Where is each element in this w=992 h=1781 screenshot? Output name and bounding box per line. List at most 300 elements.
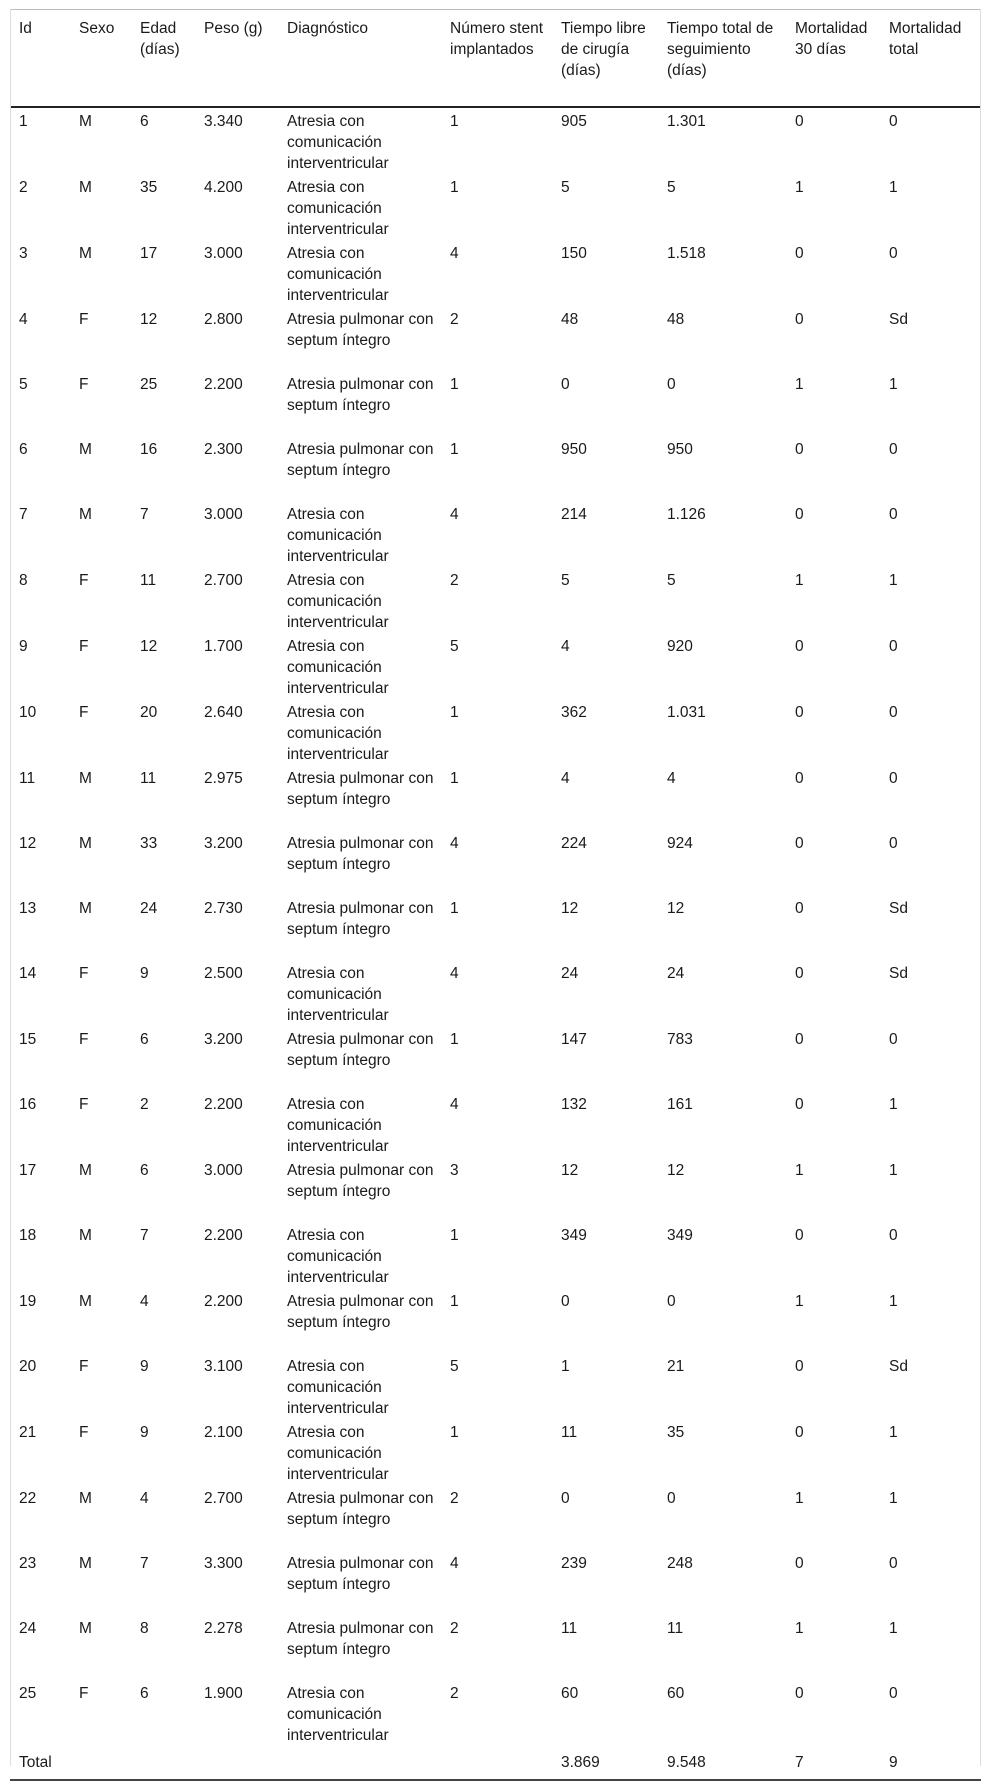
cell-mortalidad-30: 0 bbox=[795, 112, 804, 130]
cell-sexo: F bbox=[79, 375, 89, 393]
cell-edad: 9 bbox=[140, 1423, 149, 1441]
cell-id: 10 bbox=[19, 703, 37, 721]
cell-edad: 6 bbox=[140, 1684, 149, 1702]
cell-sexo: M bbox=[79, 505, 92, 523]
cell-diagnostico: Atresia con comunicación interventricular bbox=[287, 1423, 389, 1483]
cell-tiempo-libre: 349 bbox=[561, 1226, 587, 1244]
cell-edad: 35 bbox=[140, 178, 158, 196]
cell-peso: 2.700 bbox=[204, 571, 243, 589]
cell-mortalidad-total: 1 bbox=[889, 1095, 898, 1113]
cell-edad: 33 bbox=[140, 834, 158, 852]
cell-mortalidad-total: Sd bbox=[889, 899, 908, 917]
cell-peso: 3.000 bbox=[204, 244, 243, 262]
cell-mortalidad-30: 1 bbox=[795, 1489, 804, 1507]
cell-tiempo-libre: 11 bbox=[561, 1423, 578, 1441]
cell-peso: 3.200 bbox=[204, 1030, 243, 1048]
cell-mortalidad-30: 0 bbox=[795, 244, 804, 262]
total-mortalidad-30: 7 bbox=[786, 1746, 880, 1780]
cell-tiempo-total: 920 bbox=[667, 637, 693, 655]
cell-diagnostico: Atresia pulmonar con septum íntegro bbox=[287, 310, 434, 349]
cell-mortalidad-30: 0 bbox=[795, 505, 804, 523]
cell-sexo: M bbox=[79, 1292, 92, 1310]
cell-numero-stent: 4 bbox=[450, 244, 459, 262]
cell-numero-stent: 1 bbox=[450, 769, 459, 787]
cell-mortalidad-total: 1 bbox=[889, 1619, 898, 1637]
cell-tiempo-total: 12 bbox=[667, 899, 685, 917]
cell-sexo: M bbox=[79, 178, 92, 196]
cell-mortalidad-30: 0 bbox=[795, 899, 804, 917]
table-row bbox=[10, 107, 981, 174]
cell-tiempo-total: 924 bbox=[667, 834, 693, 852]
total-cell bbox=[131, 1746, 195, 1780]
cell-peso: 3.300 bbox=[204, 1554, 243, 1572]
cell-mortalidad-total: 0 bbox=[889, 769, 898, 787]
header-id: Id bbox=[10, 10, 70, 107]
table-row bbox=[10, 240, 981, 306]
cell-sexo: F bbox=[79, 637, 89, 655]
cell-sexo: M bbox=[79, 1554, 92, 1572]
cell-diagnostico: Atresia pulmonar con septum íntegro bbox=[287, 769, 434, 808]
cell-tiempo-libre: 362 bbox=[561, 703, 587, 721]
cell-edad: 2 bbox=[140, 1095, 149, 1113]
cell-peso: 1.700 bbox=[204, 637, 243, 655]
table-row bbox=[10, 1288, 981, 1353]
cell-id: 12 bbox=[19, 834, 37, 852]
cell-numero-stent: 5 bbox=[450, 1357, 459, 1375]
cell-id: 6 bbox=[19, 440, 28, 458]
table-row bbox=[10, 1485, 981, 1550]
header-edad: Edad (días) bbox=[131, 10, 195, 107]
cell-diagnostico: Atresia pulmonar con septum íntegro bbox=[287, 1161, 434, 1200]
cell-mortalidad-total: 0 bbox=[889, 703, 898, 721]
cell-tiempo-libre: 24 bbox=[561, 964, 579, 982]
cell-tiempo-libre: 950 bbox=[561, 440, 587, 458]
cell-mortalidad-30: 0 bbox=[795, 1554, 804, 1572]
cell-mortalidad-total: 1 bbox=[889, 1489, 898, 1507]
cell-numero-stent: 2 bbox=[450, 310, 459, 328]
cell-edad: 7 bbox=[140, 505, 149, 523]
cell-id: 20 bbox=[19, 1357, 37, 1375]
cell-tiempo-libre: 12 bbox=[561, 1161, 579, 1179]
cell-diagnostico: Atresia con comunicación interventricular bbox=[287, 178, 389, 238]
cell-mortalidad-total: 0 bbox=[889, 1554, 898, 1572]
cell-edad: 6 bbox=[140, 1030, 149, 1048]
cell-tiempo-total: 783 bbox=[667, 1030, 693, 1048]
cell-sexo: F bbox=[79, 571, 89, 589]
cell-edad: 11 bbox=[140, 571, 157, 589]
total-cell bbox=[278, 1746, 441, 1780]
cell-id: 14 bbox=[19, 964, 37, 982]
cell-tiempo-libre: 0 bbox=[561, 1489, 570, 1507]
cell-mortalidad-total: Sd bbox=[889, 964, 908, 982]
cell-numero-stent: 4 bbox=[450, 834, 459, 852]
cell-mortalidad-30: 0 bbox=[795, 310, 804, 328]
total-label: Total bbox=[10, 1746, 70, 1780]
cell-mortalidad-total: 0 bbox=[889, 112, 898, 130]
cell-numero-stent: 1 bbox=[450, 703, 459, 721]
cell-edad: 7 bbox=[140, 1226, 149, 1244]
cell-mortalidad-30: 0 bbox=[795, 1226, 804, 1244]
header-peso: Peso (g) bbox=[195, 10, 278, 107]
cell-sexo: M bbox=[79, 244, 92, 262]
cell-mortalidad-total: 1 bbox=[889, 178, 898, 196]
cell-numero-stent: 4 bbox=[450, 1095, 459, 1113]
cell-tiempo-libre: 150 bbox=[561, 244, 587, 262]
cell-edad: 25 bbox=[140, 375, 158, 393]
cell-sexo: F bbox=[79, 1030, 89, 1048]
cell-tiempo-libre: 0 bbox=[561, 1292, 570, 1310]
table-row bbox=[10, 960, 981, 1026]
cell-sexo: M bbox=[79, 1489, 92, 1507]
table-row bbox=[10, 1157, 981, 1222]
cell-mortalidad-total: 1 bbox=[889, 1423, 898, 1441]
total-row bbox=[10, 1746, 981, 1780]
cell-tiempo-total: 950 bbox=[667, 440, 693, 458]
cell-mortalidad-30: 0 bbox=[795, 964, 804, 982]
cell-tiempo-total: 161 bbox=[667, 1095, 693, 1113]
cell-id: 7 bbox=[19, 505, 28, 523]
cell-tiempo-total: 21 bbox=[667, 1357, 685, 1375]
table-row bbox=[10, 1353, 981, 1419]
cell-mortalidad-total: 1 bbox=[889, 1292, 898, 1310]
cell-peso: 2.300 bbox=[204, 440, 243, 458]
cell-peso: 2.200 bbox=[204, 1292, 243, 1310]
table-row bbox=[10, 306, 981, 371]
cell-edad: 16 bbox=[140, 440, 158, 458]
cell-peso: 1.900 bbox=[204, 1684, 243, 1702]
cell-sexo: F bbox=[79, 1357, 89, 1375]
cell-diagnostico: Atresia pulmonar con septum íntegro bbox=[287, 375, 434, 414]
cell-sexo: F bbox=[79, 1095, 89, 1113]
cell-id: 3 bbox=[19, 244, 28, 262]
cell-tiempo-libre: 5 bbox=[561, 178, 570, 196]
total-cell bbox=[70, 1746, 131, 1780]
cell-mortalidad-30: 0 bbox=[795, 1095, 804, 1113]
cell-mortalidad-30: 0 bbox=[795, 440, 804, 458]
cell-tiempo-total: 248 bbox=[667, 1554, 693, 1572]
cell-tiempo-total: 48 bbox=[667, 310, 685, 328]
cell-sexo: M bbox=[79, 1226, 92, 1244]
cell-diagnostico: Atresia pulmonar con septum íntegro bbox=[287, 1619, 434, 1658]
table-row bbox=[10, 436, 981, 501]
cell-diagnostico: Atresia pulmonar con septum íntegro bbox=[287, 834, 434, 873]
cell-diagnostico: Atresia con comunicación interventricular bbox=[287, 1226, 389, 1286]
cell-sexo: M bbox=[79, 1619, 92, 1637]
cell-tiempo-total: 4 bbox=[667, 769, 676, 787]
cell-diagnostico: Atresia pulmonar con septum íntegro bbox=[287, 440, 434, 479]
cell-mortalidad-total: 1 bbox=[889, 375, 898, 393]
cell-peso: 4.200 bbox=[204, 178, 243, 196]
cell-mortalidad-30: 1 bbox=[795, 375, 804, 393]
cell-mortalidad-30: 0 bbox=[795, 1423, 804, 1441]
cell-peso: 2.278 bbox=[204, 1619, 243, 1637]
table-row bbox=[10, 1680, 981, 1746]
header-mortalidad-30: Mortalidad 30 días bbox=[786, 10, 880, 107]
cell-id: 15 bbox=[19, 1030, 37, 1048]
cell-numero-stent: 1 bbox=[450, 178, 459, 196]
cell-edad: 12 bbox=[140, 310, 158, 328]
total-tiempo-total: 9.548 bbox=[658, 1746, 786, 1780]
cell-tiempo-libre: 239 bbox=[561, 1554, 587, 1572]
cell-numero-stent: 1 bbox=[450, 112, 459, 130]
table-row bbox=[10, 1419, 981, 1485]
cell-mortalidad-30: 0 bbox=[795, 769, 804, 787]
patient-table bbox=[10, 9, 981, 1781]
cell-sexo: F bbox=[79, 964, 89, 982]
cell-edad: 4 bbox=[140, 1489, 149, 1507]
cell-edad: 8 bbox=[140, 1619, 149, 1637]
header-diagnostico: Diagnóstico bbox=[278, 10, 441, 107]
cell-tiempo-total: 11 bbox=[667, 1619, 684, 1637]
cell-mortalidad-30: 0 bbox=[795, 1357, 804, 1375]
cell-id: 2 bbox=[19, 178, 28, 196]
cell-id: 24 bbox=[19, 1619, 37, 1637]
table-row bbox=[10, 174, 981, 240]
cell-edad: 7 bbox=[140, 1554, 149, 1572]
cell-numero-stent: 1 bbox=[450, 1030, 459, 1048]
cell-id: 13 bbox=[19, 899, 37, 917]
cell-mortalidad-30: 0 bbox=[795, 834, 804, 852]
cell-tiempo-total: 0 bbox=[667, 1292, 676, 1310]
cell-numero-stent: 1 bbox=[450, 440, 459, 458]
table-left-border bbox=[10, 9, 11, 1766]
cell-peso: 2.640 bbox=[204, 703, 243, 721]
cell-numero-stent: 4 bbox=[450, 1554, 459, 1572]
cell-tiempo-total: 1.301 bbox=[667, 112, 706, 130]
cell-sexo: M bbox=[79, 834, 92, 852]
table-row bbox=[10, 830, 981, 895]
cell-mortalidad-total: 1 bbox=[889, 571, 898, 589]
cell-peso: 2.200 bbox=[204, 1226, 243, 1244]
table-row bbox=[10, 895, 981, 960]
cell-peso: 2.500 bbox=[204, 964, 243, 982]
cell-mortalidad-total: 0 bbox=[889, 440, 898, 458]
cell-diagnostico: Atresia con comunicación interventricular bbox=[287, 244, 389, 304]
header-mortalidad-total: Mortalidad total bbox=[880, 10, 981, 107]
cell-edad: 6 bbox=[140, 112, 149, 130]
cell-tiempo-libre: 12 bbox=[561, 899, 579, 917]
cell-numero-stent: 4 bbox=[450, 964, 459, 982]
table-body bbox=[10, 107, 981, 1780]
cell-edad: 17 bbox=[140, 244, 158, 262]
cell-tiempo-total: 5 bbox=[667, 571, 676, 589]
cell-id: 23 bbox=[19, 1554, 37, 1572]
total-cell bbox=[441, 1746, 552, 1780]
cell-tiempo-total: 1.126 bbox=[667, 505, 706, 523]
cell-diagnostico: Atresia pulmonar con septum íntegro bbox=[287, 899, 434, 938]
header-tiempo-libre: Tiempo libre de cirugía (días) bbox=[552, 10, 658, 107]
cell-numero-stent: 2 bbox=[450, 1619, 459, 1637]
cell-tiempo-libre: 224 bbox=[561, 834, 587, 852]
cell-numero-stent: 1 bbox=[450, 1423, 459, 1441]
cell-mortalidad-30: 1 bbox=[795, 571, 804, 589]
cell-numero-stent: 2 bbox=[450, 571, 459, 589]
cell-id: 18 bbox=[19, 1226, 37, 1244]
cell-diagnostico: Atresia con comunicación interventricular bbox=[287, 571, 389, 631]
cell-tiempo-libre: 132 bbox=[561, 1095, 587, 1113]
table-row bbox=[10, 765, 981, 830]
cell-diagnostico: Atresia con comunicación interventricular bbox=[287, 703, 389, 763]
table-row bbox=[10, 1091, 981, 1157]
cell-tiempo-libre: 11 bbox=[561, 1619, 578, 1637]
table-right-border bbox=[980, 9, 981, 1766]
cell-mortalidad-total: Sd bbox=[889, 310, 908, 328]
cell-peso: 3.000 bbox=[204, 505, 243, 523]
header-tiempo-total: Tiempo total de seguimiento (días) bbox=[658, 10, 786, 107]
cell-edad: 9 bbox=[140, 1357, 149, 1375]
cell-numero-stent: 1 bbox=[450, 899, 459, 917]
cell-tiempo-libre: 1 bbox=[561, 1357, 570, 1375]
cell-id: 1 bbox=[19, 112, 28, 130]
table-row bbox=[10, 699, 981, 765]
cell-edad: 12 bbox=[140, 637, 158, 655]
cell-id: 5 bbox=[19, 375, 28, 393]
header-row bbox=[10, 10, 981, 107]
cell-diagnostico: Atresia pulmonar con septum íntegro bbox=[287, 1489, 434, 1528]
cell-peso: 2.730 bbox=[204, 899, 243, 917]
cell-edad: 20 bbox=[140, 703, 158, 721]
cell-mortalidad-30: 1 bbox=[795, 1161, 804, 1179]
cell-tiempo-total: 1.031 bbox=[667, 703, 706, 721]
cell-id: 8 bbox=[19, 571, 28, 589]
cell-tiempo-libre: 4 bbox=[561, 769, 570, 787]
cell-mortalidad-total: 0 bbox=[889, 1226, 898, 1244]
cell-sexo: M bbox=[79, 440, 92, 458]
cell-sexo: F bbox=[79, 703, 89, 721]
cell-edad: 6 bbox=[140, 1161, 149, 1179]
cell-peso: 2.100 bbox=[204, 1423, 243, 1441]
cell-peso: 2.200 bbox=[204, 1095, 243, 1113]
cell-id: 17 bbox=[19, 1161, 37, 1179]
cell-sexo: M bbox=[79, 769, 92, 787]
cell-edad: 24 bbox=[140, 899, 158, 917]
cell-peso: 2.800 bbox=[204, 310, 243, 328]
header-sexo: Sexo bbox=[70, 10, 131, 107]
cell-id: 9 bbox=[19, 637, 28, 655]
cell-mortalidad-30: 0 bbox=[795, 1030, 804, 1048]
cell-peso: 3.200 bbox=[204, 834, 243, 852]
cell-mortalidad-30: 0 bbox=[795, 703, 804, 721]
cell-id: 11 bbox=[19, 769, 36, 787]
cell-diagnostico: Atresia pulmonar con septum íntegro bbox=[287, 1292, 434, 1331]
cell-peso: 3.340 bbox=[204, 112, 243, 130]
cell-tiempo-total: 24 bbox=[667, 964, 685, 982]
cell-tiempo-libre: 0 bbox=[561, 375, 570, 393]
cell-id: 4 bbox=[19, 310, 28, 328]
cell-mortalidad-total: 0 bbox=[889, 637, 898, 655]
total-tiempo-libre: 3.869 bbox=[552, 1746, 658, 1780]
cell-tiempo-total: 1.518 bbox=[667, 244, 706, 262]
cell-numero-stent: 4 bbox=[450, 505, 459, 523]
table-row bbox=[10, 633, 981, 699]
table-row bbox=[10, 1222, 981, 1288]
cell-id: 19 bbox=[19, 1292, 37, 1310]
cell-id: 22 bbox=[19, 1489, 37, 1507]
cell-tiempo-libre: 214 bbox=[561, 505, 587, 523]
cell-diagnostico: Atresia con comunicación interventricular bbox=[287, 112, 389, 172]
cell-tiempo-total: 35 bbox=[667, 1423, 685, 1441]
cell-tiempo-libre: 147 bbox=[561, 1030, 587, 1048]
cell-sexo: M bbox=[79, 1161, 92, 1179]
cell-mortalidad-30: 1 bbox=[795, 1292, 804, 1310]
table-row bbox=[10, 371, 981, 436]
cell-tiempo-libre: 60 bbox=[561, 1684, 579, 1702]
cell-tiempo-total: 0 bbox=[667, 375, 676, 393]
cell-diagnostico: Atresia pulmonar con septum íntegro bbox=[287, 1554, 434, 1593]
cell-mortalidad-total: 1 bbox=[889, 1161, 898, 1179]
cell-mortalidad-total: 0 bbox=[889, 1684, 898, 1702]
cell-numero-stent: 2 bbox=[450, 1489, 459, 1507]
total-mortalidad-total: 9 bbox=[880, 1746, 981, 1780]
cell-mortalidad-total: 0 bbox=[889, 244, 898, 262]
cell-sexo: F bbox=[79, 1423, 89, 1441]
cell-diagnostico: Atresia con comunicación interventricular bbox=[287, 637, 389, 697]
header-numero-stent: Número stent implantados bbox=[441, 10, 552, 107]
table-header bbox=[10, 10, 981, 107]
cell-sexo: M bbox=[79, 899, 92, 917]
table-row bbox=[10, 567, 981, 633]
cell-mortalidad-total: 0 bbox=[889, 834, 898, 852]
cell-diagnostico: Atresia con comunicación interventricular bbox=[287, 1095, 389, 1155]
cell-peso: 3.000 bbox=[204, 1161, 243, 1179]
cell-mortalidad-30: 0 bbox=[795, 637, 804, 655]
cell-tiempo-total: 5 bbox=[667, 178, 676, 196]
total-cell bbox=[195, 1746, 278, 1780]
cell-peso: 2.700 bbox=[204, 1489, 243, 1507]
cell-tiempo-libre: 905 bbox=[561, 112, 587, 130]
table-row bbox=[10, 501, 981, 567]
cell-mortalidad-30: 1 bbox=[795, 1619, 804, 1637]
table-row bbox=[10, 1615, 981, 1680]
cell-numero-stent: 1 bbox=[450, 1292, 459, 1310]
cell-sexo: M bbox=[79, 112, 92, 130]
cell-edad: 11 bbox=[140, 769, 157, 787]
cell-tiempo-libre: 4 bbox=[561, 637, 570, 655]
cell-diagnostico: Atresia con comunicación interventricular bbox=[287, 1684, 389, 1744]
cell-numero-stent: 5 bbox=[450, 637, 459, 655]
cell-peso: 2.200 bbox=[204, 375, 243, 393]
cell-tiempo-total: 60 bbox=[667, 1684, 685, 1702]
cell-mortalidad-total: 0 bbox=[889, 1030, 898, 1048]
cell-id: 16 bbox=[19, 1095, 37, 1113]
cell-tiempo-libre: 48 bbox=[561, 310, 579, 328]
cell-edad: 4 bbox=[140, 1292, 149, 1310]
cell-diagnostico: Atresia pulmonar con septum íntegro bbox=[287, 1030, 434, 1069]
cell-tiempo-total: 349 bbox=[667, 1226, 693, 1244]
cell-peso: 2.975 bbox=[204, 769, 243, 787]
cell-tiempo-total: 0 bbox=[667, 1489, 676, 1507]
cell-mortalidad-30: 0 bbox=[795, 1684, 804, 1702]
cell-id: 21 bbox=[19, 1423, 37, 1441]
cell-numero-stent: 1 bbox=[450, 1226, 459, 1244]
cell-edad: 9 bbox=[140, 964, 149, 982]
table-row bbox=[10, 1550, 981, 1615]
cell-numero-stent: 1 bbox=[450, 375, 459, 393]
cell-peso: 3.100 bbox=[204, 1357, 243, 1375]
cell-diagnostico: Atresia con comunicación interventricular bbox=[287, 505, 389, 565]
cell-sexo: F bbox=[79, 310, 89, 328]
cell-sexo: F bbox=[79, 1684, 89, 1702]
cell-tiempo-total: 12 bbox=[667, 1161, 685, 1179]
cell-diagnostico: Atresia con comunicación interventricular bbox=[287, 964, 389, 1024]
cell-mortalidad-30: 1 bbox=[795, 178, 804, 196]
cell-mortalidad-total: 0 bbox=[889, 505, 898, 523]
cell-numero-stent: 2 bbox=[450, 1684, 459, 1702]
patient-table-container bbox=[10, 9, 981, 1781]
cell-diagnostico: Atresia con comunicación interventricular bbox=[287, 1357, 389, 1417]
cell-id: 25 bbox=[19, 1684, 37, 1702]
cell-numero-stent: 3 bbox=[450, 1161, 459, 1179]
